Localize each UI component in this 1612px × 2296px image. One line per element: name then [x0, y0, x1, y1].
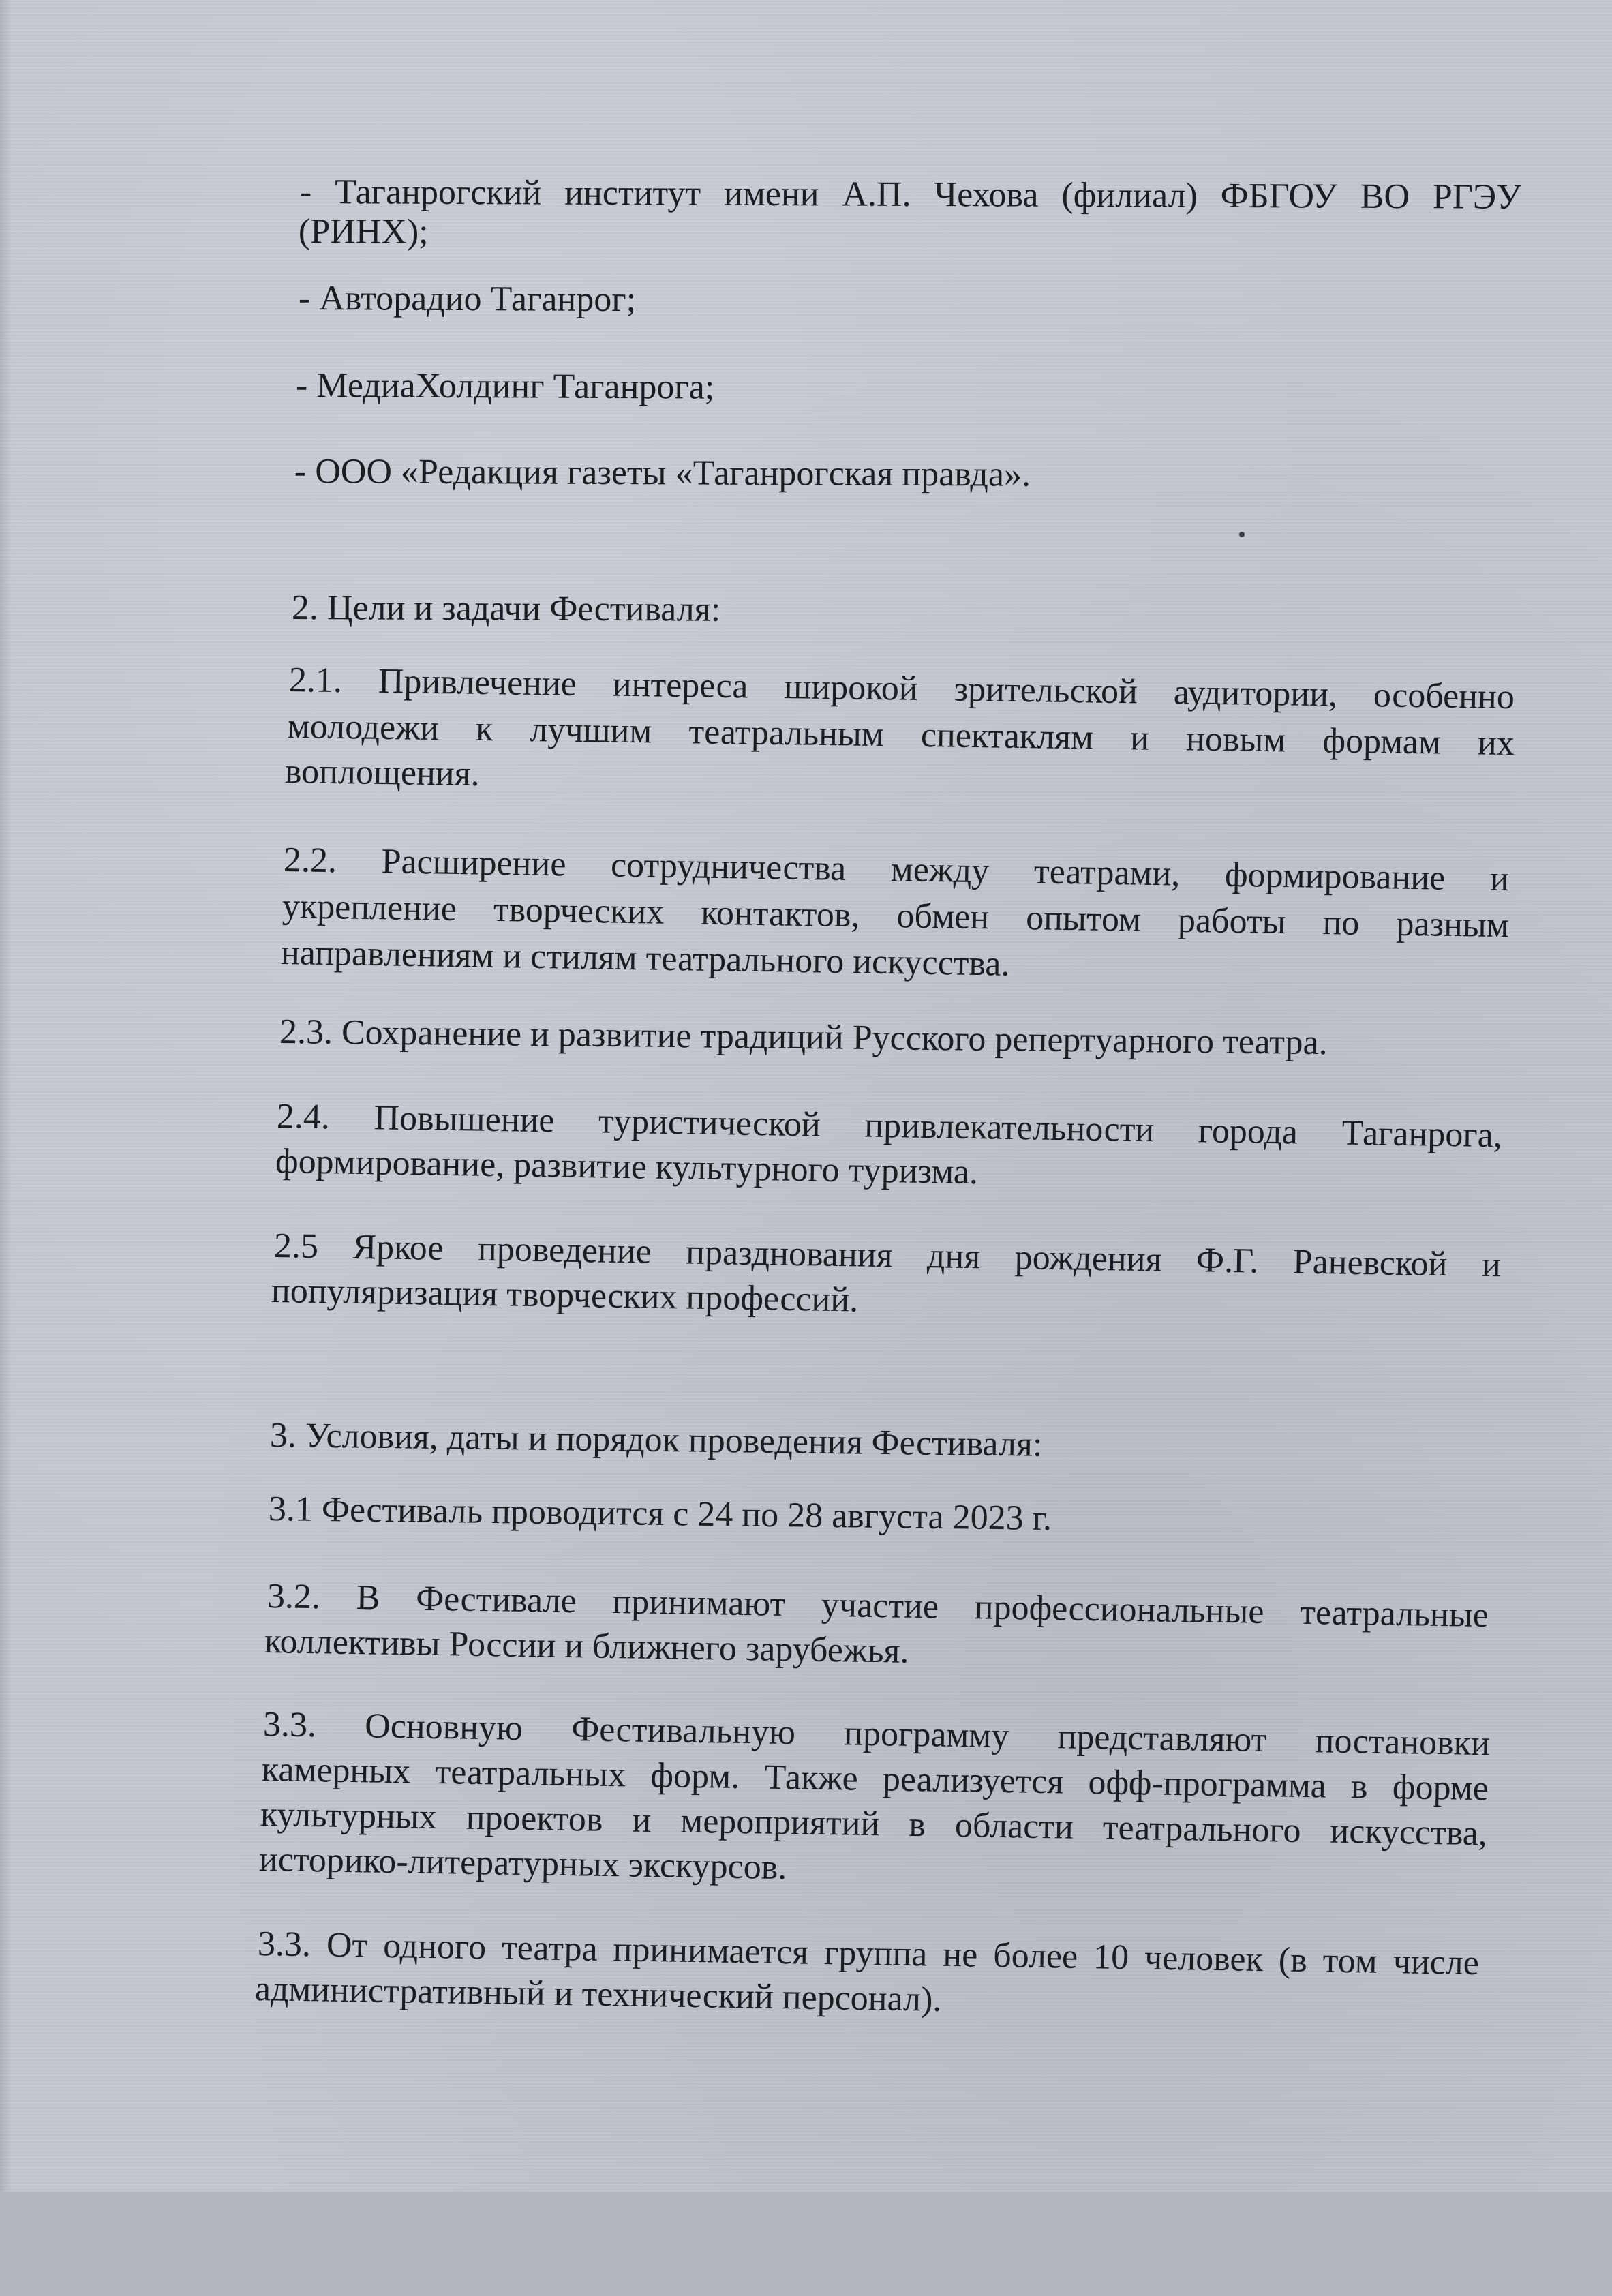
item-2-5-line-2: популяризация творческих профессий.	[271, 1271, 859, 1320]
item-2-1-line-3: воплощения.	[284, 752, 481, 794]
scan-bottom-band	[0, 2192, 1612, 2296]
organizer-line-1-cont: (РИНХ);	[298, 212, 429, 252]
item-3-3-line-2: камерных театральных форм. Также реализуется офф-программа в форме	[261, 1750, 1489, 1809]
item-2-2-line-1: 2.2. Расширение сотрудничества между театрами, формирование и	[283, 841, 1510, 899]
organizer-line-1: - Таганрогский институт имени А.П. Чехова (филиал) ФБГОУ ВО РГЭУ	[299, 172, 1522, 217]
item-2-5-line-1: 2.5 Яркое проведение празднования дня рождения Ф.Г. Раневской и	[273, 1226, 1502, 1285]
item-3-3b-line-2: административный и технический персонал).	[254, 1969, 942, 2019]
item-2-2-line-2: укрепление творческих контактов, обмен опытом работы по разным	[282, 887, 1510, 946]
organizer-line-3: - МедиаХолдинг Таганрога;	[295, 366, 715, 407]
item-3-3b-line-1: 3.3. От одного театра принимается группа не более 10 человек (в том числе	[257, 1924, 1480, 1983]
item-2-1-line-2: молодежи к лучшим театральным спектаклям и новым формам их	[287, 707, 1515, 764]
item-3-2-line-2: коллективы России и ближнего зарубежья.	[264, 1622, 909, 1671]
item-2-4-line-2: формирование, развитие культурного туризма.	[275, 1142, 979, 1192]
scan-left-shadow	[0, 0, 12, 2296]
item-2-1-line-1: 2.1. Привлечение интереса широкой зрительской аудитории, особенно	[288, 661, 1515, 717]
scan-speck	[1239, 532, 1245, 537]
item-3-3-line-4: историко-литературных экскурсов.	[258, 1840, 787, 1888]
item-2-2-line-3: направлениям и стилям театрального искусства.	[280, 933, 1010, 984]
item-2-4-line-1: 2.4. Повышение туристической привлекательности города Таганрога,	[276, 1097, 1503, 1155]
item-3-3-line-3: культурных проектов и мероприятий в области театрального искусства,	[260, 1795, 1488, 1854]
section-3-heading: 3. Условия, даты и порядок проведения Фестиваля:	[269, 1416, 1043, 1464]
organizer-line-4: - ООО «Редакция газеты «Таганрогская правда».	[294, 452, 1031, 494]
organizer-line-2: - Авторадио Таганрог;	[298, 279, 637, 320]
section-2-heading: 2. Цели и задачи Фестиваля:	[291, 588, 721, 629]
item-3-1: 3.1 Фестиваль проводится с 24 по 28 августа 2023 г.	[268, 1490, 1052, 1539]
item-3-3-line-1: 3.3. Основную Фестивальную программу представляют постановки	[262, 1705, 1491, 1764]
item-3-2-line-1: 3.2. В Фестивале принимают участие профессиональные театральные	[267, 1577, 1489, 1635]
item-2-3: 2.3. Сохранение и развитие традиций Русского репертуарного театра.	[279, 1012, 1328, 1063]
